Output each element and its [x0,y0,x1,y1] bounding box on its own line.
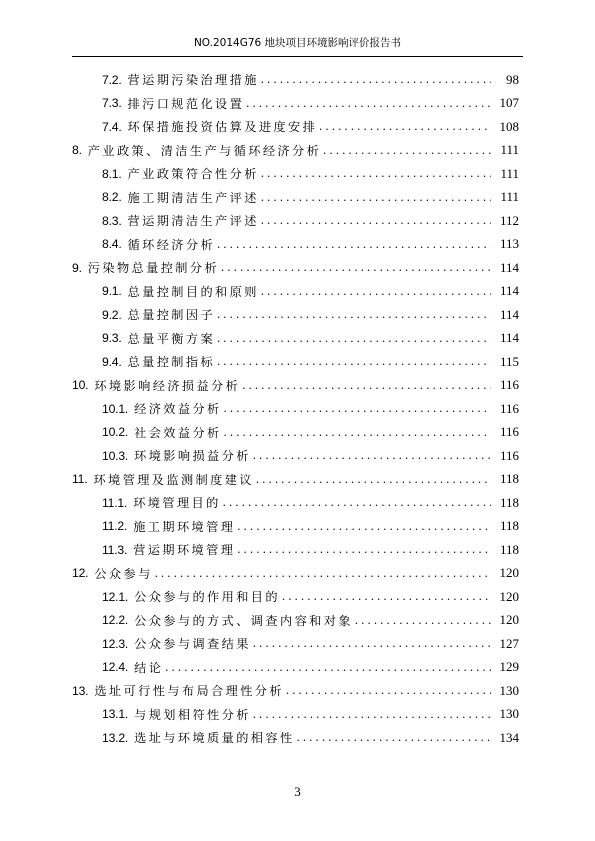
toc-entry-number: 10. [72,378,89,393]
toc-entry-title: 总量控制目的和原则 [127,284,259,299]
toc-entry-title: 环境影响损益分析 [134,449,251,464]
toc-entry-number: 8. [72,143,82,158]
toc-entry[interactable] [72,209,519,233]
toc-entry[interactable] [72,186,519,210]
toc-entry-page: 118 [499,518,519,534]
toc-entry-title: 与规划相符性分析 [134,707,251,722]
toc-dot-leader [217,307,491,322]
toc-entry[interactable] [72,538,519,562]
toc-entry-page: 111 [500,142,519,158]
toc-entry-title: 公众参与 [94,566,153,581]
toc-entry-title: 环保措施投资估算及进度安排 [127,120,318,135]
toc-dot-leader [286,683,491,698]
toc-entry-page: 134 [499,729,519,745]
toc-entry-page: 120 [499,565,519,581]
toc-entry[interactable] [72,374,519,398]
toc-entry[interactable] [72,421,519,445]
toc-dot-leader [323,143,491,158]
toc-dot-leader [261,190,491,205]
toc-dot-leader [253,636,491,651]
toc-entry-title: 总量控制指标 [127,355,216,370]
toc-entry-title: 施工期清洁生产评述 [127,190,259,205]
toc-entry[interactable] [72,233,519,257]
toc-entry-page: 118 [499,494,519,510]
toc-entry-page: 113 [499,236,519,252]
toc-entry-page: 120 [499,588,519,604]
toc-entry-number: 9.2. [102,307,122,322]
toc-entry-number: 7.3. [102,96,122,111]
toc-entry[interactable] [72,585,519,609]
toc-entry-title: 污染物总量控制分析 [87,261,220,276]
toc-entry-number: 10.3. [102,448,129,463]
toc-dot-leader [261,72,491,87]
toc-entry-page: 114 [499,259,519,275]
toc-entry-number: 10.1. [102,401,129,416]
toc-entry-number: 8.4. [102,237,122,252]
toc-entry[interactable] [72,139,519,163]
toc-entry[interactable] [72,609,519,633]
running-header: NO.2014G76 地块项目环境影响评价报告书 [193,37,402,49]
toc-entry-page: 111 [500,165,519,181]
toc-entry-page: 108 [499,118,519,134]
toc-dot-leader [355,613,491,628]
toc-entry[interactable] [72,92,519,116]
toc-entry-title: 营运期环境管理 [133,543,236,558]
toc-entry-number: 13. [72,683,89,698]
toc-dot-leader [246,96,491,111]
toc-entry[interactable] [72,350,519,374]
toc-entry-title: 公众参与的作用和目的 [134,590,280,605]
toc-entry[interactable] [72,632,519,656]
toc-entry-title: 选址与环境质量的相容性 [134,731,295,746]
toc-dot-leader [237,519,491,534]
toc-entry-title: 结论 [134,660,164,675]
toc-entry-page: 116 [499,424,519,440]
toc-entry-title: 总量平衡方案 [127,331,216,346]
toc-entry[interactable] [72,491,519,515]
toc-entry-number: 7.4. [102,119,122,134]
toc-entry[interactable] [72,115,519,139]
toc-entry-title: 选址可行性与布局合理性分析 [94,684,284,699]
toc-entry[interactable] [72,303,519,327]
toc-entry-page: 130 [499,706,519,722]
toc-dot-leader [237,542,491,557]
toc-entry-page: 116 [499,400,519,416]
toc-entry[interactable] [72,397,519,421]
toc-entry[interactable] [72,468,519,492]
toc-entry-number: 9.4. [102,354,122,369]
toc-entry-page: 111 [500,189,519,205]
toc-dot-leader [155,566,491,581]
toc-entry[interactable] [72,162,519,186]
toc-entry-page: 118 [499,541,519,557]
toc-dot-leader [217,331,491,346]
toc-entry-number: 12. [72,566,89,581]
toc-entry-number: 10.2. [102,425,129,440]
toc-entry-page: 114 [499,306,519,322]
toc-entry[interactable] [72,256,519,280]
toc-entry[interactable] [72,515,519,539]
toc-entry-page: 116 [499,447,519,463]
toc-entry-number: 8.2. [102,190,122,205]
toc-entry-page: 130 [499,682,519,698]
toc-entry-page: 129 [499,659,519,675]
toc-dot-leader [223,495,491,510]
toc-entry[interactable] [72,444,519,468]
toc-entry-number: 8.1. [102,166,122,181]
toc-dot-leader [217,237,491,252]
toc-entry-page: 114 [499,330,519,346]
page-number: 3 [294,784,301,799]
toc-dot-leader [253,448,491,463]
toc-dot-leader [256,472,491,487]
toc-entry-title: 社会效益分析 [134,425,222,440]
toc-entry[interactable] [72,703,519,727]
toc-entry[interactable] [72,726,519,750]
table-of-contents [72,68,519,750]
toc-dot-leader [282,589,491,604]
toc-entry[interactable] [72,327,519,351]
toc-entry-title: 产业政策、清洁生产与循环经济分析 [87,143,322,158]
toc-entry-number: 12.1. [102,589,129,604]
toc-dot-leader [319,119,491,134]
toc-entry-number: 11.2. [102,519,128,534]
toc-entry[interactable] [72,656,519,680]
toc-entry[interactable] [72,562,519,586]
toc-entry-page: 127 [499,635,519,651]
toc-entry-number: 11. [72,472,88,487]
toc-dot-leader [261,213,491,228]
toc-entry-number: 12.3. [102,636,129,651]
toc-entry-number: 12.4. [102,660,129,675]
toc-entry-page: 98 [506,71,519,87]
toc-entry-title: 公众参与的方式、调查内容和对象 [134,613,353,628]
toc-dot-leader [242,378,491,393]
toc-dot-leader [297,730,491,745]
toc-entry-number: 9.3. [102,331,122,346]
toc-entry-number: 13.2. [102,730,129,745]
toc-dot-leader [224,401,491,416]
toc-entry-title: 排污口规范化设置 [127,96,245,111]
toc-entry[interactable] [72,68,519,92]
header-rule [72,56,523,57]
toc-entry-title: 施工期环境管理 [133,519,236,534]
toc-dot-leader [261,166,491,181]
toc-entry[interactable] [72,679,519,703]
toc-entry-title: 产业政策符合性分析 [127,167,259,182]
toc-entry-title: 公众参与调查结果 [134,637,251,652]
toc-entry-page: 120 [499,612,519,628]
toc-dot-leader [221,260,491,275]
toc-entry[interactable] [72,280,519,304]
toc-entry-number: 12.2. [102,613,129,628]
toc-entry-number: 7.2. [102,72,122,87]
toc-entry-number: 9.1. [102,284,122,299]
toc-entry-number: 9. [72,260,82,275]
toc-entry-title: 环境影响经济损益分析 [94,378,241,393]
toc-entry-number: 11.1. [102,495,128,510]
toc-dot-leader [253,707,491,722]
toc-dot-leader [261,284,491,299]
toc-entry-title: 环境管理及监测制度建议 [93,472,254,487]
toc-entry-title: 营运期污染治理措施 [127,73,259,88]
toc-entry-page: 115 [499,353,519,369]
toc-dot-leader [165,660,491,675]
toc-entry-number: 11.3. [102,542,128,557]
toc-dot-leader [224,425,491,440]
toc-entry-page: 107 [499,95,519,111]
toc-entry-title: 总量控制因子 [127,308,216,323]
toc-entry-title: 经济效益分析 [134,402,222,417]
toc-entry-page: 118 [499,471,519,487]
toc-entry-page: 116 [499,377,519,393]
toc-dot-leader [217,354,491,369]
toc-entry-page: 112 [499,212,519,228]
toc-entry-number: 13.1. [102,707,129,722]
toc-entry-title: 环境管理目的 [133,496,221,511]
toc-entry-number: 8.3. [102,213,122,228]
toc-entry-page: 114 [499,283,519,299]
toc-entry-title: 营运期清洁生产评述 [127,214,259,229]
toc-entry-title: 循环经济分析 [127,237,216,252]
